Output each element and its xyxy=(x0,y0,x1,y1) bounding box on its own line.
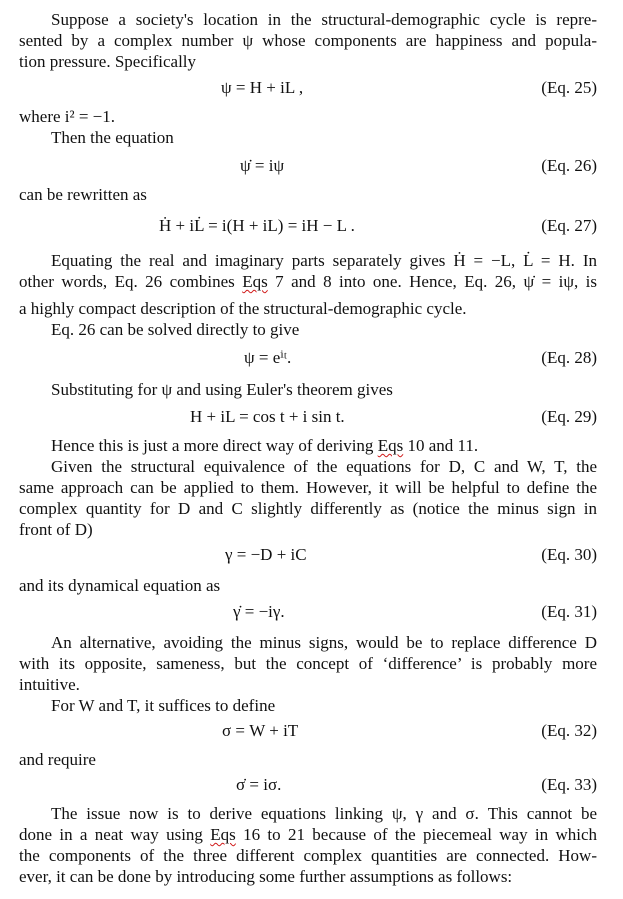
require-line: and require xyxy=(19,750,96,769)
equation-32-expression: σ = W + iT xyxy=(222,721,299,740)
rewritten-line: can be rewritten as xyxy=(19,185,147,204)
equation-27-expression: Ḣ + iL̇ = i(H + iL) = iH − L . xyxy=(159,216,355,235)
equation-28-number: (Eq. 28) xyxy=(541,348,597,367)
equation-26-expression: ψ̇ = iψ xyxy=(240,156,285,175)
where-line: where i² = −1. xyxy=(19,107,116,126)
spellcheck-word: Eqs xyxy=(242,272,268,291)
equation-29 xyxy=(0,405,623,429)
equation-30-number: (Eq. 30) xyxy=(541,545,597,564)
then-line: Then the equation xyxy=(51,128,174,147)
equation-25-number: (Eq. 25) xyxy=(541,78,597,97)
hence-line xyxy=(51,435,597,456)
paragraph-5-line-4: ever, it can be done by introducing some further assumptions as follows: xyxy=(19,867,513,886)
equation-25-expression: ψ = H + iL , xyxy=(221,78,304,97)
paragraph-3-line-1: Given the structural equivalence of the equations for D, C and W, T, the xyxy=(51,457,597,476)
equation-31-expression: γ̇ = −iγ. xyxy=(233,602,285,621)
equation-25 xyxy=(0,76,623,100)
equation-27-number: (Eq. 27) xyxy=(541,216,597,235)
equation-29-expression: H + iL = cos t + i sin t. xyxy=(190,407,345,426)
paragraph-1-line-2: sented by a complex number ψ whose components are happiness and popula- xyxy=(19,31,597,50)
equation-30 xyxy=(0,543,623,567)
dynamical-line: and its dynamical equation as xyxy=(19,576,221,595)
paragraph-2-line-3: a highly compact description of the structural-demographic cycle. xyxy=(19,299,467,318)
paragraph-1-line-3: tion pressure. Specifically xyxy=(19,52,197,71)
paragraph-2-line-2-end: 7 and 8 into one. Hence, Eq. 26, ψ̇ = iψ, is xyxy=(267,272,597,291)
spellcheck-word: Eqs xyxy=(210,825,236,844)
paragraph-3-line-3: complex quantity for D and C slightly differently as (notice the minus sign in xyxy=(19,499,597,518)
paragraph-4-line-1: An alternative, avoiding the minus signs, would be to replace difference D xyxy=(51,633,597,652)
paragraph-2-line-2-start: other words, Eq. 26 combines xyxy=(19,272,243,291)
equation-31 xyxy=(0,600,623,624)
paragraph-5-line-2 xyxy=(19,824,597,845)
paragraph-5-line-2-start: done in a neat way using xyxy=(19,825,211,844)
equation-29-number: (Eq. 29) xyxy=(541,407,597,426)
paragraph-4-line-3: intuitive. xyxy=(19,675,80,694)
for-w-t-line: For W and T, it suffices to define xyxy=(51,696,276,715)
hence-line-start: Hence this is just a more direct way of deriving xyxy=(51,436,378,455)
hence-line-end: 10 and 11. xyxy=(403,436,479,455)
paragraph-3-line-4: front of D) xyxy=(19,520,93,539)
paragraph-5-line-2-end: 16 to 21 because of the piecemeal way in which xyxy=(235,825,597,844)
equation-33-number: (Eq. 33) xyxy=(541,775,597,794)
equation-33 xyxy=(0,773,623,797)
paragraph-2-line-2 xyxy=(19,271,597,292)
equation-26 xyxy=(0,154,623,178)
paragraph-3-line-2: same approach can be applied to them. However, it will be helpful to define the xyxy=(19,478,597,497)
spellcheck-word: Eqs xyxy=(377,436,404,455)
equation-33-expression: σ̇ = iσ. xyxy=(236,775,282,794)
paragraph-2-line-1: Equating the real and imaginary parts separately gives Ḣ = −L, L̇ = H. In xyxy=(51,251,597,270)
paragraph-4-line-2: with its opposite, sameness, but the concept of ‘difference’ is probably more xyxy=(19,654,597,673)
equation-32 xyxy=(0,719,623,743)
equation-32-number: (Eq. 32) xyxy=(541,721,597,740)
equation-31-number: (Eq. 31) xyxy=(541,602,597,621)
solved-line: Eq. 26 can be solved directly to give xyxy=(51,320,300,339)
equation-28 xyxy=(0,346,623,370)
equation-30-expression: γ = −D + iC xyxy=(225,545,307,564)
paragraph-5-line-1: The issue now is to derive equations linking ψ, γ and σ. This cannot be xyxy=(51,804,597,823)
equation-27 xyxy=(0,214,623,238)
equation-28-expression: ψ = eⁱᵗ. xyxy=(244,348,292,367)
substitute-line: Substituting for ψ and using Euler's theorem gives xyxy=(51,380,393,399)
paragraph-5-line-3: the components of the three different complex quantities are connected. How- xyxy=(19,846,597,865)
equation-26-number: (Eq. 26) xyxy=(541,156,597,175)
paragraph-1-line-1: Suppose a society's location in the structural-demographic cycle is repre- xyxy=(51,10,597,29)
